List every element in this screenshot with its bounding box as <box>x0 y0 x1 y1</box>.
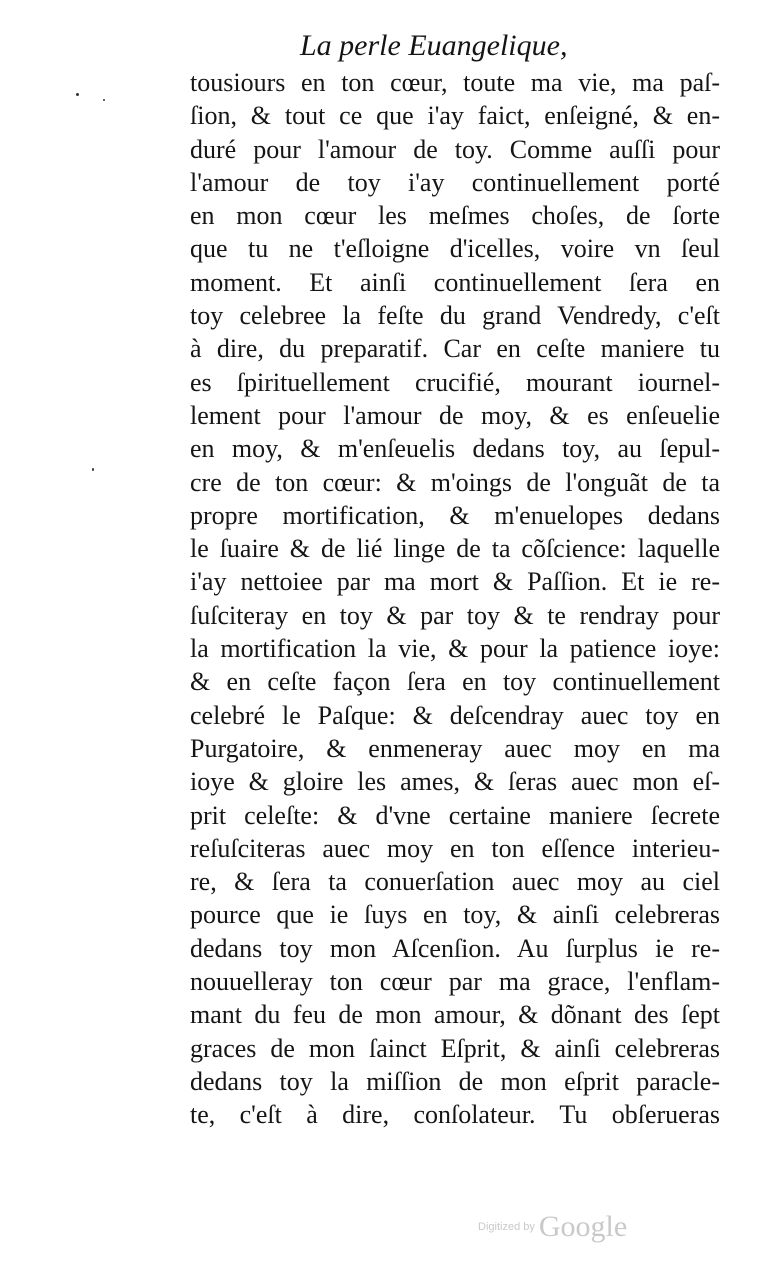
text-line: tousiours en ton cœur, toute ma vie, ma paſ- <box>190 68 720 97</box>
ink-speck <box>103 99 105 101</box>
text-line: nouuelleray ton cœur par ma grace, l'enflam- <box>190 967 720 997</box>
text-line: Purgatoire, & enmeneray auec moy en ma <box>190 733 720 763</box>
text-line: toy celebree la feſte du grand Vendredy, c'eſt <box>190 301 720 331</box>
text-line: celebré le Paſque: & deſcendray auec toy en <box>190 700 720 730</box>
text-line: dedans toy mon Aſcenſion. Au ſurplus ie re- <box>190 933 720 963</box>
digitized-by-label: Digitized by <box>478 1221 535 1233</box>
text-line: pource que ie ſuys en toy, & ainſi celebreras <box>190 900 720 930</box>
text-line: re, & ſera ta conuerſation auec moy au ciel <box>190 867 720 897</box>
text-line: à dire, du preparatif. Car en ceſte maniere tu <box>190 334 720 364</box>
text-line: cre de ton cœur: & m'oings de l'onguãt de ta <box>190 467 720 497</box>
google-watermark <box>478 1210 648 1260</box>
text-line: reſuſciteras auec moy en ton eſſence interieu- <box>190 833 720 863</box>
text-line: que tu ne t'eſloigne d'icelles, voire vn ſeul <box>190 234 720 264</box>
running-head: La perle Euangelique, <box>300 29 568 62</box>
text-line: duré pour l'amour de toy. Comme auſſi pour <box>190 134 720 164</box>
text-line: i'ay nettoiee par ma mort & Paſſion. Et ie re- <box>190 567 720 597</box>
text-line: te, c'eſt à dire, conſolateur. Tu obſerueras <box>190 1100 720 1130</box>
text-line: la mortification la vie, & pour la patience ioye: <box>190 634 720 664</box>
text-line: lement pour l'amour de moy, & es enſeuelie <box>190 400 720 430</box>
text-line: graces de mon ſainct Eſprit, & ainſi celebreras <box>190 1033 720 1063</box>
text-line: moment. Et ainſi continuellement ſera en <box>190 267 720 297</box>
google-logo: Google <box>538 1210 628 1243</box>
text-line: prit celeſte: & d'vne certaine maniere ſecrete <box>190 800 720 830</box>
text-line: dedans toy la miſſion de mon eſprit paracle- <box>190 1066 720 1096</box>
body-text <box>190 66 720 1132</box>
text-line: & en ceſte façon ſera en toy continuellement <box>190 667 720 697</box>
text-line: es ſpirituellement crucifié, mourant iournel- <box>190 367 720 397</box>
text-line: mant du feu de mon amour, & dõnant des ſept <box>190 1000 720 1030</box>
text-line: propre mortification, & m'enuelopes dedans <box>190 500 720 530</box>
text-line: l'amour de toy i'ay continuellement porté <box>190 167 720 197</box>
text-line: ſuſciteray en toy & par toy & te rendray pour <box>190 600 720 630</box>
text-line: ſion, & tout ce que i'ay faict, enſeigné, & en- <box>190 101 720 131</box>
text-line: le ſuaire & de lié linge de ta cõſcience: laquelle <box>190 534 720 564</box>
ink-speck <box>76 93 79 96</box>
ink-speck <box>92 468 94 471</box>
text-line: ioye & gloire les ames, & ſeras auec mon eſ- <box>190 767 720 797</box>
text-line: en mon cœur les meſmes choſes, de ſorte <box>190 201 720 231</box>
text-line: en moy, & m'enſeuelis dedans toy, au ſepul- <box>190 434 720 464</box>
